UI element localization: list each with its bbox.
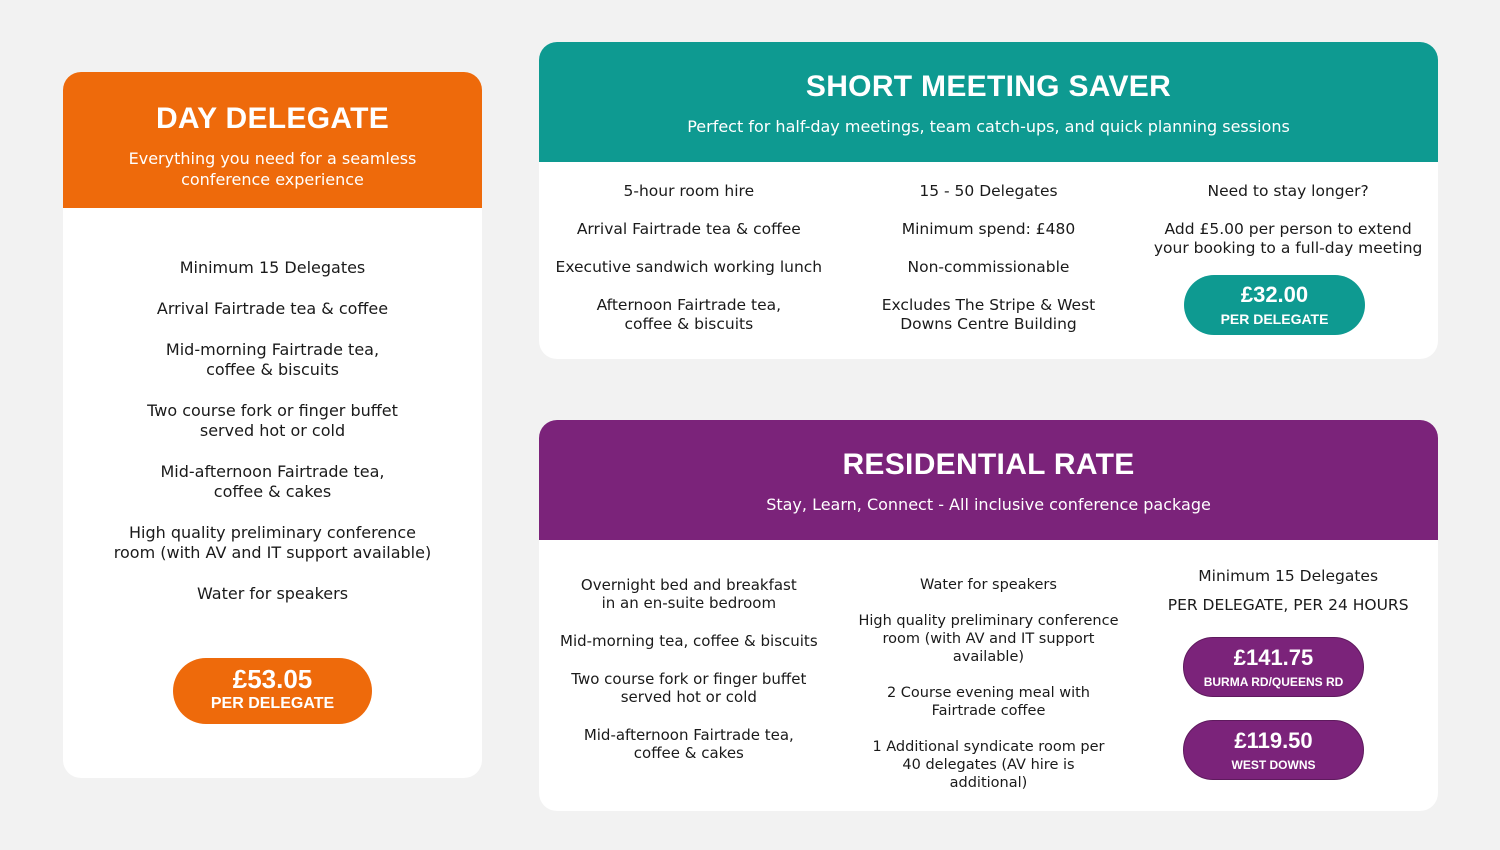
price-unit: PER DELEGATE	[210, 695, 335, 712]
rate-note: PER DELEGATE, PER 24 HOURS	[1167, 596, 1409, 614]
feature-item: 5-hour room hire	[623, 182, 755, 200]
price-location: BURMA RD/QUEENS RD	[1203, 675, 1344, 689]
short-meeting-header	[539, 42, 1438, 162]
price-amount: £119.50	[1234, 728, 1313, 753]
feature-item: Excludes The Stripe & West Downs Centre Building	[881, 296, 1096, 333]
feature-item: Mid-morning tea, coffee & biscuits	[560, 632, 818, 650]
short-meeting-subtitle: Perfect for half-day meetings, team catch-ups, and quick planning sessions	[687, 117, 1290, 136]
residential-price-button-burma[interactable]	[1183, 637, 1364, 697]
day-delegate-features	[63, 258, 482, 625]
feature-item: Mid-afternoon Fairtrade tea, coffee & cakes	[583, 726, 794, 762]
feature-item: Arrival Fairtrade tea & coffee	[576, 220, 801, 238]
short-meeting-col-2	[839, 182, 1139, 334]
day-delegate-subtitle: Everything you need for a seamless conference experience	[128, 149, 417, 189]
feature-item: 1 Additional syndicate room per 40 delegates (AV hire is additional)	[872, 739, 1105, 791]
price-amount: £141.75	[1233, 645, 1314, 670]
short-meeting-title: SHORT MEETING SAVER	[805, 70, 1172, 103]
short-meeting-price-button[interactable]	[1184, 275, 1365, 335]
day-delegate-header	[63, 72, 482, 208]
day-delegate-title: DAY DELEGATE	[155, 102, 390, 135]
feature-item: 2 Course evening meal with Fairtrade coffee	[886, 685, 1090, 719]
residential-subtitle: Stay, Learn, Connect - All inclusive conference package	[766, 495, 1211, 514]
feature-item: Two course fork or finger buffet served hot or cold	[571, 670, 807, 706]
price-amount: £32.00	[1240, 282, 1309, 307]
feature-item: Water for speakers	[920, 577, 1057, 593]
feature-item: High quality preliminary conference room (with AV and IT support available)	[113, 523, 432, 562]
min-delegates: Minimum 15 Delegates	[1198, 567, 1379, 585]
feature-item: Minimum 15 Delegates	[179, 258, 366, 277]
day-delegate-card	[63, 72, 482, 778]
price-unit: PER DELEGATE	[1220, 311, 1329, 327]
residential-price-button-west-downs[interactable]	[1183, 720, 1364, 780]
feature-item: Water for speakers	[196, 584, 349, 603]
feature-item: 15 - 50 Delegates	[919, 182, 1058, 200]
feature-item: Overnight bed and breakfast in an en-suite bedroom	[580, 576, 797, 612]
feature-item: Two course fork or finger buffet served hot or cold	[147, 401, 398, 440]
day-delegate-price-button[interactable]	[173, 658, 372, 724]
residential-title: RESIDENTIAL RATE	[842, 448, 1135, 481]
feature-item: Afternoon Fairtrade tea, coffee & biscuits	[596, 296, 782, 333]
short-meeting-card	[539, 42, 1438, 359]
feature-item: High quality preliminary conference room (with AV and IT support available)	[858, 613, 1119, 665]
residential-col-2	[839, 576, 1139, 810]
feature-item: Minimum spend: £480	[901, 220, 1076, 238]
feature-item: Mid-afternoon Fairtrade tea, coffee & cakes	[160, 462, 385, 501]
extend-heading: Need to stay longer?	[1207, 182, 1369, 200]
residential-card	[539, 420, 1438, 811]
price-location: WEST DOWNS	[1231, 758, 1316, 772]
extend-text: Add £5.00 per person to extend your booking to a full-day meeting	[1153, 220, 1423, 257]
residential-col-1	[539, 576, 839, 810]
price-amount: £53.05	[232, 664, 313, 694]
feature-item: Mid-morning Fairtrade tea, coffee & biscuits	[165, 340, 380, 379]
short-meeting-col-1	[539, 182, 839, 334]
feature-item: Non-commissionable	[907, 258, 1070, 276]
feature-item: Arrival Fairtrade tea & coffee	[156, 299, 389, 318]
feature-item: Executive sandwich working lunch	[555, 258, 823, 276]
residential-header	[539, 420, 1438, 540]
